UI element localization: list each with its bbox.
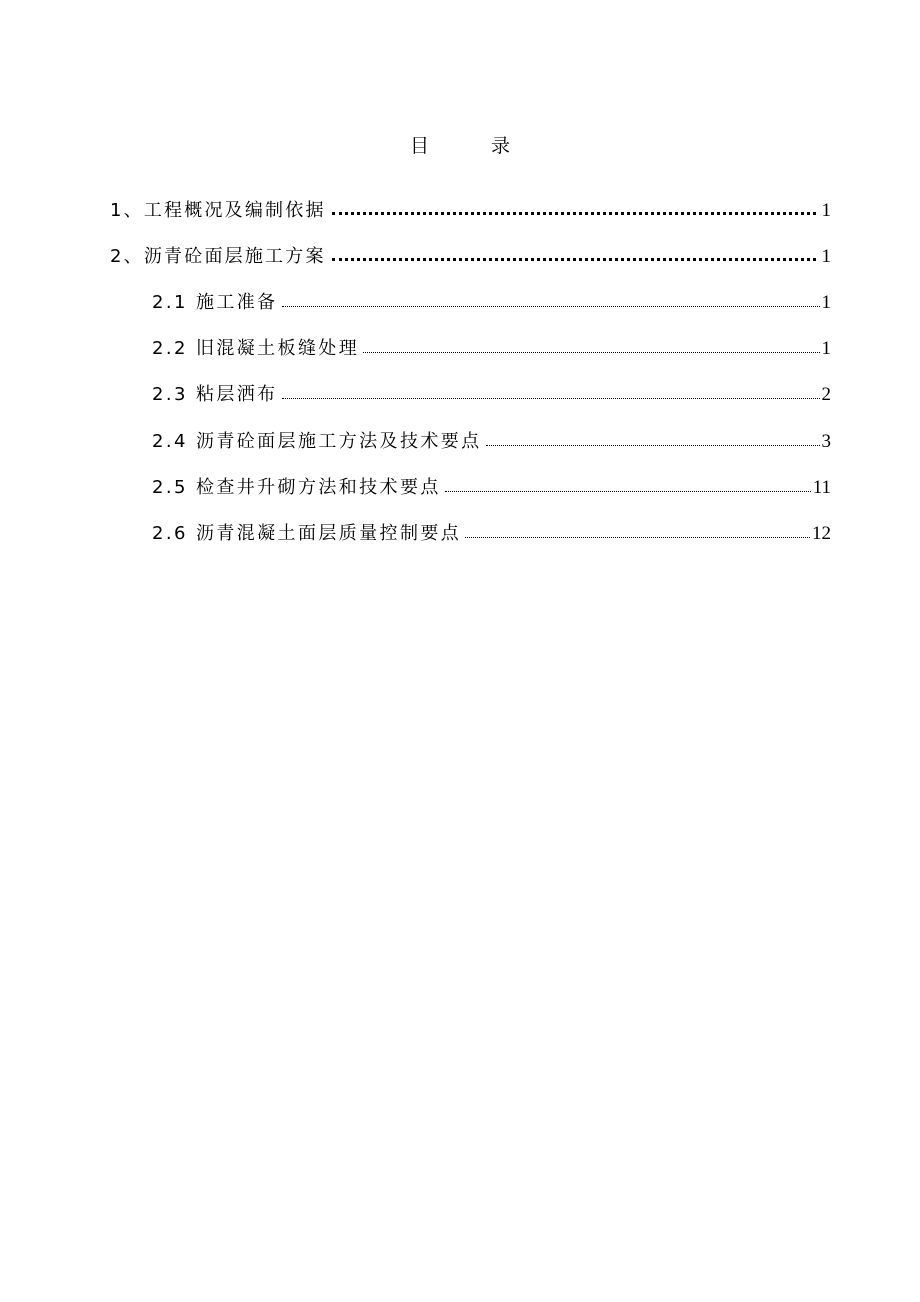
toc-entry-2-4[interactable] (152, 428, 831, 456)
toc-entry-label: 2.2 旧混凝土板缝处理 (152, 338, 360, 359)
toc-entry-label: 1、工程概况及编制依据 (110, 200, 326, 221)
toc-entry-1[interactable] (110, 197, 831, 225)
toc-leader-dots (282, 391, 820, 399)
toc-entry-label: 2.3 粘层洒布 (152, 384, 278, 405)
toc-entry-label: 2.4 沥青砼面层施工方法及技术要点 (152, 431, 482, 452)
toc-title: 目 录 (409, 135, 539, 157)
toc-leader-dots (465, 530, 810, 538)
toc-leader-dots (486, 438, 820, 446)
toc-entry-page: 1 (821, 200, 831, 221)
toc-entry-label: 2.1 施工准备 (152, 292, 278, 313)
toc-entry-2-3[interactable] (152, 381, 831, 409)
toc-leader-dots (363, 345, 819, 353)
toc-leader-dots (332, 204, 816, 215)
toc-entry-2-1[interactable] (152, 289, 831, 317)
toc-entry-page: 1 (821, 246, 831, 267)
toc-entry-page: 1 (821, 338, 831, 359)
toc-entry-page: 11 (812, 477, 831, 498)
toc-leader-dots (445, 484, 811, 492)
toc-entry-page: 3 (821, 431, 831, 452)
toc-leader-dots (282, 299, 820, 307)
toc-entry-page: 2 (821, 384, 831, 405)
toc-entry-2[interactable] (110, 243, 831, 271)
toc-entry-2-5[interactable] (152, 474, 831, 502)
toc-entry-label: 2.5 检查井升砌方法和技术要点 (152, 477, 441, 498)
toc-entry-label: 2.6 沥青混凝土面层质量控制要点 (152, 523, 462, 544)
toc-entry-page: 12 (812, 523, 831, 544)
toc-entry-label: 2、沥青砼面层施工方案 (110, 246, 326, 267)
toc-leader-dots (332, 250, 816, 261)
toc-entry-2-6[interactable] (152, 520, 831, 548)
toc-entry-page: 1 (821, 292, 831, 313)
toc-entry-2-2[interactable] (152, 335, 831, 363)
